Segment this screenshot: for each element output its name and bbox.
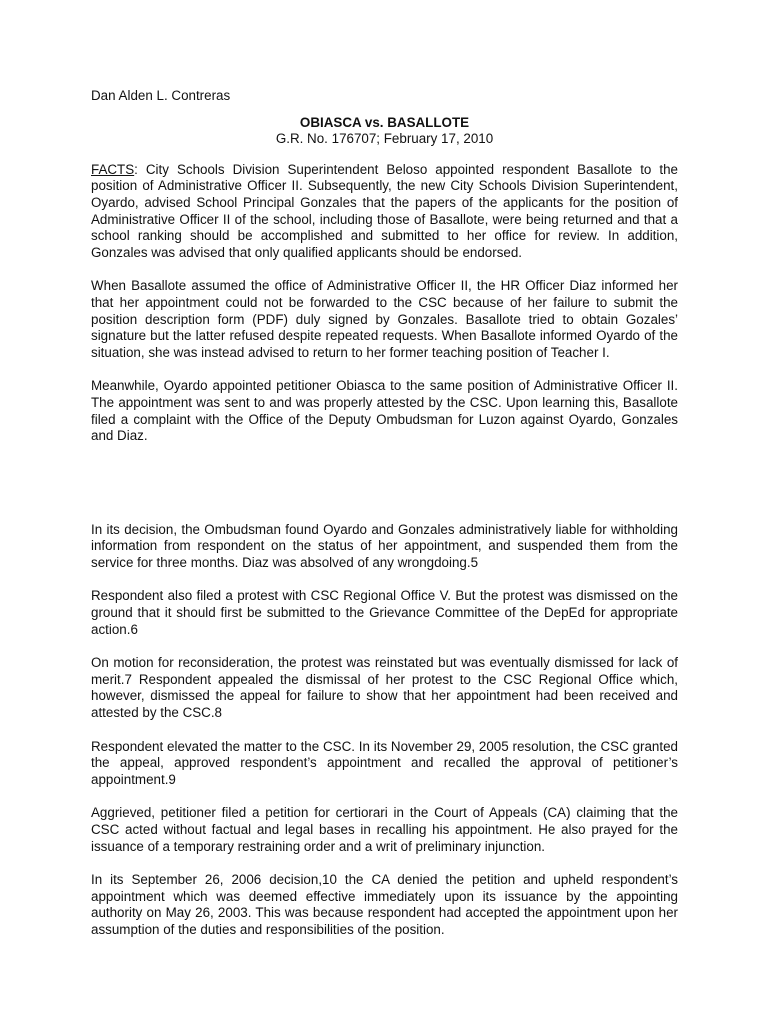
body-paragraph: Meanwhile, Oyardo appointed petitioner Obiasca to the same position of Administrative Officer II. The appointment was sent to and was properly attested by the CSC. Upon learning this, Basallote filed a complaint with the Office of the Deputy Ombudsman for Luzon against Oyardo, Gonzales and Diaz. — [91, 378, 678, 444]
case-citation: G.R. No. 176707; February 17, 2010 — [275, 131, 494, 147]
body-paragraph: In its decision, the Ombudsman found Oyardo and Gonzales administratively liable for withholding information from respondent on the status of her appointment, and suspended them from the service for three months. Diaz was absolved of any wrongdoing.5 — [91, 521, 678, 570]
body-paragraph: Respondent also filed a protest with CSC Regional Office V. But the protest was dismissed on the ground that it should first be submitted to the Grievance Committee of the DepEd for appropriate action.6 — [91, 588, 678, 637]
author-name: Dan Alden L. Contreras — [91, 88, 231, 103]
facts-label: FACTS — [91, 161, 135, 177]
blank-gap — [91, 462, 678, 522]
facts-text: : City Schools Division Superintendent Beloso appointed respondent Basallote to the position of Administrative Officer II. Subsequently, the new City Schools Division Superintendent, Oyardo, advised School Principal Gonzales that the papers of the applicants for the position of Administrative Officer II of the school, including those of Basallote, were being returned and that a school ranking should be accomplished and submitted to her office for review. In addition, Gonzales was advised that only qualified applicants should be endorsed. — [91, 161, 678, 260]
body-paragraph: When Basallote assumed the office of Administrative Officer II, the HR Officer Diaz informed her that her appointment could not be forwarded to the CSC because of her failure to submit the position description form (PDF) duly signed by Gonzales. Basallote tried to obtain Gozales’ signature but the latter refused despite repeated requests. When Basallote informed Oyardo of the situation, she was instead advised to return to her former teaching position of Teacher I. — [91, 278, 678, 360]
body-paragraph: Respondent elevated the matter to the CSC. In its November 29, 2005 resolution, the CSC granted the appeal, approved respondent’s appointment and recalled the approval of petitioner’s appointment.9 — [91, 738, 678, 787]
body-paragraph: In its September 26, 2006 decision,10 the CA denied the petition and upheld respondent’s appointment which was deemed effective immediately upon its issuance by the appointing authority on May 26, 2003. This was because respondent had accepted the appointment upon her assumption of the duties and responsibilities of the position. — [91, 872, 678, 937]
body-paragraph: On motion for reconsideration, the protest was reinstated but was eventually dismissed for lack of merit.7 Respondent appealed the dismissal of her protest to the CSC Regional Office which, however, dismissed the appeal for failure to show that her appointment had been received and attested by the CSC.8 — [91, 655, 678, 721]
body-paragraph: Aggrieved, petitioner filed a petition for certiorari in the Court of Appeals (CA) claiming that the CSC acted without factual and legal bases in recalling his appointment. He also prayed for the issuance of a temporary restraining order and a writ of preliminary injunction. — [91, 805, 678, 854]
facts-paragraph — [91, 162, 678, 262]
case-title: OBIASCA vs. BASALLOTE — [299, 114, 470, 130]
document-page — [91, 88, 678, 956]
